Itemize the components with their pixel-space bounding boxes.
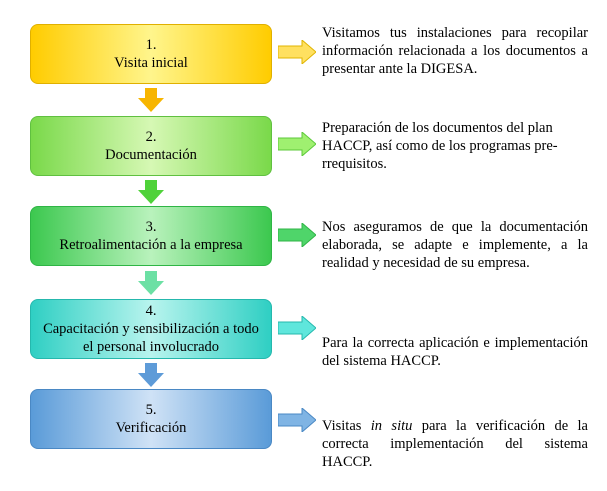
step-5-description <box>322 417 588 471</box>
step-1-description: Visitamos tus instalaciones para recopilar información relacionada a los documentos a presentar ante la DIGESA. <box>322 25 588 77</box>
step-4-description: Para la correcta aplicación e implementación del sistema HACCP. <box>322 335 588 369</box>
down-arrow-4-icon <box>138 363 164 387</box>
step-2-title: Documentación <box>105 147 197 163</box>
step-1-number: 1. <box>145 37 157 53</box>
step-4-number: 4. <box>145 303 157 319</box>
step-3-title: Retroalimentación a la empresa <box>59 237 243 253</box>
step-5-description-italic: in situ <box>370 418 413 434</box>
step-1-title: Visita inicial <box>114 55 188 71</box>
right-arrow-3-icon <box>278 223 316 247</box>
step-5-title: Verificación <box>115 420 187 436</box>
down-arrow-2-icon <box>138 180 164 204</box>
step-4-title: Capacitación y sensibilización a todo el personal involucrado <box>43 321 259 355</box>
down-arrow-1-icon <box>138 88 164 112</box>
step-2-number: 2. <box>145 129 157 145</box>
step-3-description: Nos aseguramos de que la documentación elaborada, se adapte e implemente, a la realidad y necesidad de su empresa. <box>322 219 588 271</box>
right-arrow-2-icon <box>278 132 316 156</box>
right-arrow-5-icon <box>278 408 316 432</box>
step-1-box <box>30 24 272 84</box>
down-arrow-3-icon <box>138 271 164 295</box>
step-3-number: 3. <box>145 219 157 235</box>
step-4-box <box>30 299 272 359</box>
right-arrow-4-icon <box>278 316 316 340</box>
step-5-box <box>30 389 272 449</box>
step-5-number: 5. <box>145 402 157 418</box>
step-3-box <box>30 206 272 266</box>
step-5-description-after: para la verificación de la correcta implementación del sistema HACCP. <box>322 418 588 470</box>
step-2-description: Preparación de los documentos del plan HACCP, así como de los programas pre-rrequisitos. <box>322 120 558 172</box>
step-5-description-before: Visitas <box>322 418 371 434</box>
step-2-box <box>30 116 272 176</box>
right-arrow-1-icon <box>278 40 316 64</box>
